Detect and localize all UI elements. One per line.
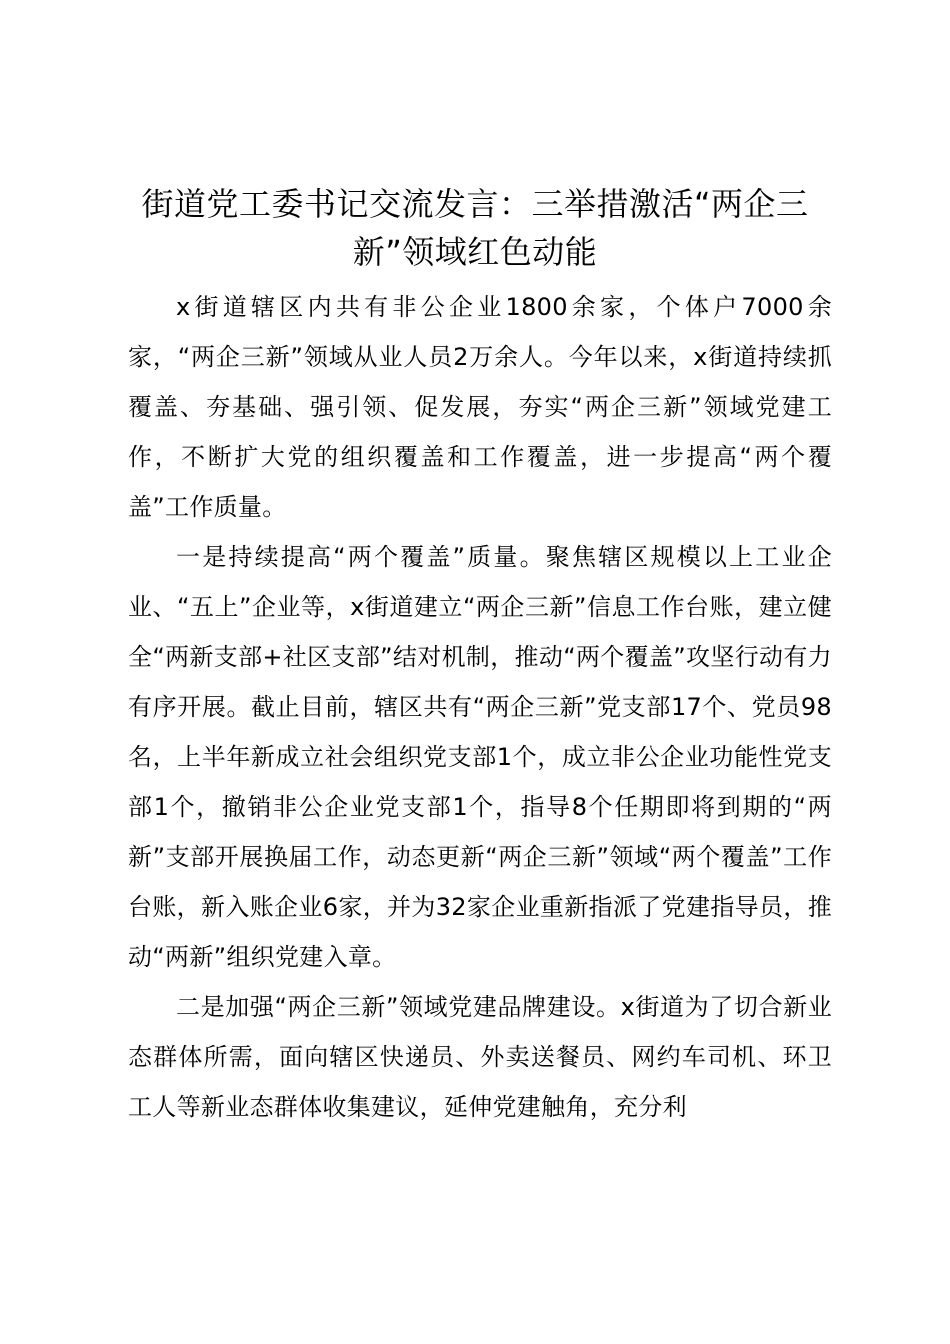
paragraph-intro: x街道辖区内共有非公企业1800余家，个体户7000余家，“两企三新”领域从业人员2万余人。今年以来，x街道持续抓覆盖、夯基础、强引领、促发展，夯实“两企三新”领域党建工作，不断扩大党的组织覆盖和工作覆盖，进一步提高“两个覆盖”工作质量。 <box>128 293 832 521</box>
document-body <box>128 282 832 1132</box>
document-title: 街道党工委书记交流发言：三举措激活“两企三新”领域红色动能 <box>141 185 809 271</box>
paragraph-measure-two: 二是加强“两企三新”领域党建品牌建设。x街道为了切合新业态群体所需，面向辖区快递员、外卖送餐员、网约车司机、环卫工人等新业态群体收集建议，延伸党建触角，充分利 <box>128 993 832 1121</box>
paragraph-measure-one: 一是持续提高“两个覆盖”质量。聚焦辖区规模以上工业企业、“五上”企业等，x街道建立“两企三新”信息工作台账，建立健全“两新支部+社区支部”结对机制，推动“两个覆盖”攻坚行动有力有序开展。截止目前，辖区共有“两企三新”党支部17个、党员98名，上半年新成立社会组织党支部1个，成立非公企业功能性党支部1个，撤销非公企业党支部1个，指导8个任期即将到期的“两新”支部开展换届工作，动态更新“两企三新”领域“两个覆盖”工作台账，新入账企业6家，并为32家企业重新指派了党建指导员，推动“两新”组织党建入章。 <box>128 543 832 971</box>
